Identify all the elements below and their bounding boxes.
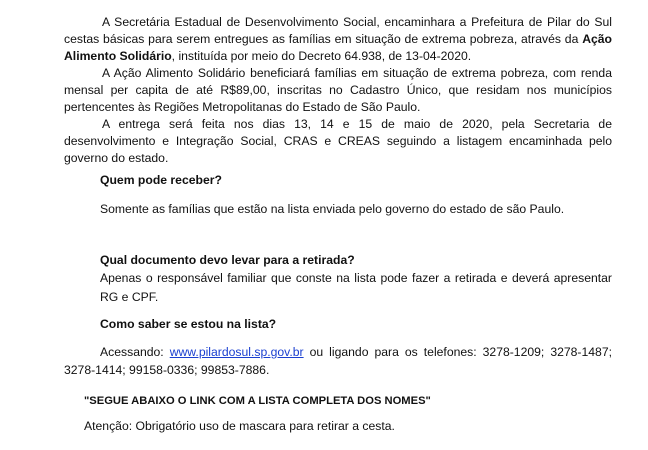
delivery-paragraph: A entrega será feita nos dias 13, 14 e 15 de maio de 2020, pela Secretaria de desenvolvimento e Integração Social, CRAS e CREAS seguindo a listagem encaminhada pelo governo do estado. — [64, 117, 612, 166]
answer-prefix: Acessando: — [100, 345, 170, 359]
question-which-document: Qual documento devo levar para a retirada? — [100, 253, 355, 267]
answer-how-to-check — [64, 343, 612, 379]
answer-who-can-receive: Somente as famílias que estão na lista enviada pelo governo do estado de são Paulo. — [100, 202, 565, 216]
answer-which-document: Apenas o responsável familiar que conste na lista pode fazer a retirada e deverá apresentar RG e CPF. — [100, 271, 612, 304]
list-link-notice: "SEGUE ABAIXO O LINK COM A LISTA COMPLETA DOS NOMES" — [84, 395, 431, 407]
intro-paragraph — [64, 14, 612, 66]
phone-numbers: ou ligando para os telefones: 3278-1209; 3278-1487; 3278-1414; 99158-0336; 99853-7886. — [64, 345, 612, 377]
question-who-can-receive: Quem pode receber? — [100, 173, 222, 187]
intro-text-start: A Secretária Estadual de Desenvolvimento Social, encaminhara a Prefeitura de Pilar do Sul cestas básicas para serem entregues as famílias em situação de extrema pobreza, através da — [64, 15, 612, 47]
mask-warning: Atenção: Obrigatório uso de mascara para retirar a cesta. — [84, 419, 395, 433]
intro-text-end: , instituída por meio do Decreto 64.938, de 13-04-2020. — [171, 49, 472, 64]
eligibility-paragraph: A Ação Alimento Solidário beneficiará famílias em situação de extrema pobreza, com renda mensal per capita de até R$89,00, inscritas no Cadastro Único, que residam nos municípios pertencentes às Regiões Metropolitanas do Estado de São Paulo. — [64, 66, 612, 115]
program-name: Ação Alimento Solidário — [64, 32, 612, 64]
question-how-to-check: Como saber se estou na lista? — [100, 317, 277, 331]
website-link[interactable]: www.pilardosul.sp.gov.br — [169, 345, 304, 359]
